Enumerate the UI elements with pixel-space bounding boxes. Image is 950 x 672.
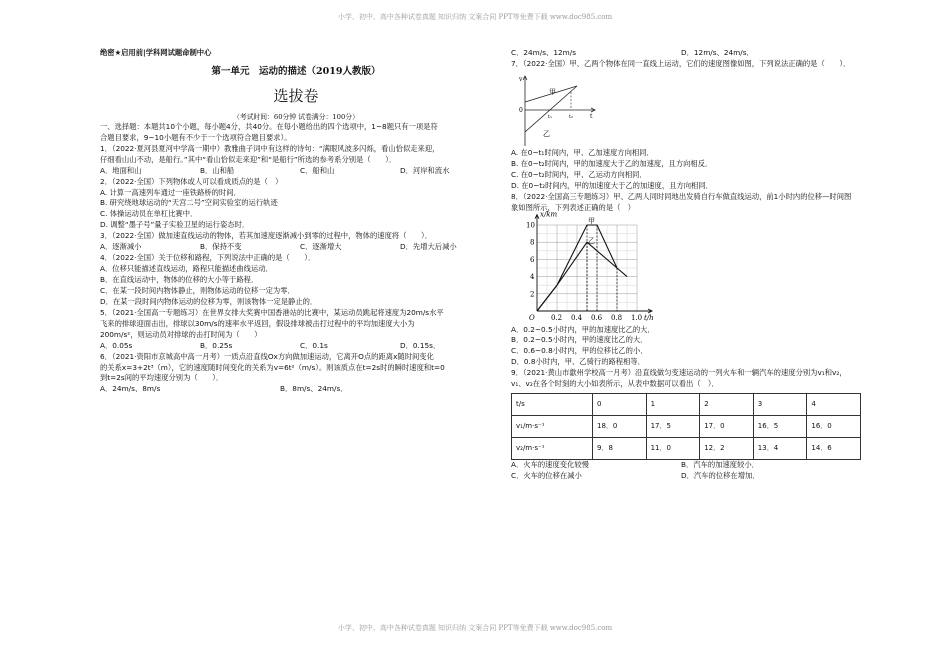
table-row: [512, 416, 861, 438]
option-row: [100, 341, 492, 352]
option-row: [511, 471, 863, 482]
option-d[interactable]: D. 在0~t₂时间内，甲的加速度大于乙的加速度，且方向相同．: [511, 180, 713, 190]
question-text: 5．（2021·全国高一专题练习）在世界女排大奖赛中国香港站的比赛中，某运动员跳起将速度为20m/s水平: [100, 307, 444, 317]
series-label-yi: 乙: [588, 236, 595, 245]
y-tick-label: 2: [530, 289, 535, 298]
option-d[interactable]: D．0.15s．: [400, 340, 441, 350]
option-a[interactable]: A．地面和山: [100, 165, 142, 175]
option-d[interactable]: D. 调整“墨子号”量子实验卫星的运行姿态时．: [100, 220, 250, 230]
option-d[interactable]: D．0.8小时内，甲、乙骑行的路程相等．: [511, 357, 645, 367]
option-row: [511, 460, 863, 471]
question-text: 6．（2021·资阳市京城高中高一月考）一质点沿直线Ox方向做加速运动，它离开O点的距离x随时间变化: [100, 351, 434, 361]
option-a[interactable]: A．24m/s、8m/s: [100, 384, 161, 394]
option-a[interactable]: A．0.2~0.5小时内，甲的加速度比乙的大．: [511, 324, 655, 334]
option-c[interactable]: C. 在0~t₂时间内，甲、乙运动方向相同．: [511, 169, 647, 179]
option-row: [100, 384, 492, 395]
table-cell: 1: [646, 394, 700, 416]
y-tick-label: 10: [526, 221, 535, 229]
table-row: [512, 438, 861, 460]
question-7: [511, 59, 863, 192]
table-cell: 9．8: [593, 438, 647, 460]
question-text: 9．（2021·黄山市歙州学校高一月考）沿直线做匀变速运动的一列火车和一辆汽车的速度分别为v₁和v₂，: [511, 368, 847, 378]
question-4: [100, 253, 492, 308]
question-text: 7．（2022·全国）甲、乙两个物体在同一直线上运动，它们的速度图像如图，下列说法正确的是（ ）．: [511, 58, 851, 68]
t1-label: t₁: [548, 113, 553, 120]
option-b[interactable]: B．保持不变: [200, 242, 242, 252]
option-c[interactable]: C. 体操运动员在单杠比赛中．: [100, 209, 198, 219]
origin-label: O: [529, 313, 535, 322]
y-tick-label: 6: [530, 255, 535, 264]
table-cell: 16．0: [807, 416, 861, 438]
exam-meta: （考试时间：60分钟 试卷满分：100分）: [233, 112, 359, 121]
left-column: [100, 48, 492, 395]
table-cell: 17．5: [646, 416, 700, 438]
x-axis-label: t/h: [644, 313, 654, 322]
option-a[interactable]: A. 在0~t₁时间内，甲、乙加速度方向相同．: [511, 147, 654, 157]
option-c[interactable]: C．在某一段时间内物体静止，则物体运动的位移一定为零．: [100, 285, 295, 295]
right-column: [511, 48, 863, 482]
table-cell: 3: [753, 394, 807, 416]
question-2: [100, 177, 492, 232]
table-cell: 16．5: [753, 416, 807, 438]
question-9: [511, 368, 863, 482]
table-cell: v₂/m·s⁻¹: [512, 438, 593, 460]
table-cell: 18．0: [593, 416, 647, 438]
question-text: 仔细看山山不动，是船行。”其中“看山恰似走来迎”和“是船行”所选的参考系分别是（ ）．: [100, 154, 397, 164]
option-a[interactable]: A．火车的速度变化较慢: [511, 460, 589, 470]
option-d[interactable]: D．在某一段时间内物体运动的位移为零，则该物体一定是静止的．: [100, 296, 318, 306]
x-tick-label: 0.4: [571, 313, 583, 322]
x-tick-label: 1.0: [631, 313, 643, 322]
option-d[interactable]: D．12m/s、24m/s．: [681, 48, 754, 57]
instruction-line: 合题目要求，9~10小题有不少于一个选项符合题目要求）。: [100, 132, 292, 142]
y-axis-label: x/km: [540, 210, 558, 219]
option-row: [100, 242, 492, 253]
t2-label: t₂: [569, 113, 574, 120]
option-a[interactable]: A．逐渐减小: [100, 242, 142, 252]
option-d[interactable]: D．先增大后减小: [400, 242, 457, 252]
displacement-time-chart: [511, 210, 671, 325]
question-text: 8．（2022·全国高三专题练习）甲、乙两人同时同地出发骑自行车做直线运动，前1小时内的位移—时间图: [511, 191, 852, 201]
option-c[interactable]: C．24m/s、12m/s: [511, 48, 576, 57]
option-a[interactable]: A．0.05s: [100, 340, 133, 350]
t-label: t: [590, 112, 593, 120]
table-cell: 11．0: [646, 438, 700, 460]
table-cell: 17．0: [700, 416, 754, 438]
option-b[interactable]: B．8m/s、24m/s．: [280, 384, 348, 394]
option-a[interactable]: A. 计算一高速列车通过一座铁路桥的时间．: [100, 187, 241, 197]
y-tick-label: 8: [530, 238, 535, 247]
question-text: 飞来的排球迎面击出，排球以30m/s的速率水平返回，假设排球被击打过程中的平均加速度大小为: [100, 318, 415, 328]
v-label: v: [519, 75, 523, 83]
option-b[interactable]: B．山和船: [200, 165, 235, 175]
option-b[interactable]: B．在直线运动中，物体的位移的大小等于路程．: [100, 275, 259, 284]
jia-label: 甲: [549, 87, 556, 96]
option-b[interactable]: B. 研究绕地球运动的“天宫二号”空间实验室的运行轨迹: [100, 198, 278, 208]
option-b[interactable]: B．0.25s: [200, 340, 233, 350]
table-cell: 4: [807, 394, 861, 416]
table-cell: 2: [700, 394, 754, 416]
option-c[interactable]: C．船和山: [300, 165, 335, 175]
watermark-top: 小学、初中、高中各种试卷真题 知识归纳 文案合同 PPT等免费下载 www.doc985.com: [337, 13, 613, 21]
question-text: v₁、v₂在各个时刻的大小如表所示，从表中数据可以看出（ ）．: [511, 379, 719, 389]
option-d[interactable]: D．汽车的位移在增加．: [681, 471, 760, 481]
question-text: 4．（2022·全国）关于位移和路程，下列说法中正确的是（ ）．: [100, 253, 316, 263]
option-a[interactable]: A．位移只能描述直线运动，路程只能描述曲线运动．: [100, 264, 273, 274]
table-cell: 0: [593, 394, 647, 416]
question-3: [100, 231, 492, 253]
page-subtitle: 选拔卷: [273, 87, 319, 106]
table-cell: 12．2: [700, 438, 754, 460]
instruction-line: 一、选择题：本题共10个小题，每小题4分，共40分。在每小题给出的四个选项中，1~8题只有一项是符: [100, 121, 438, 131]
question-text: 2．（2022·全国）下列物体或人可以看成质点的是（ ）: [100, 176, 283, 186]
table-row: [512, 394, 861, 416]
x-tick-label: 0.8: [611, 313, 623, 322]
velocity-table: [511, 393, 861, 460]
question-text: 象如图所示，下列表述正确的是（ ）: [511, 202, 636, 212]
question-8: [511, 192, 863, 369]
table-cell: t/s: [512, 394, 593, 416]
x-tick-label: 0.6: [591, 313, 603, 322]
yi-label: 乙: [543, 129, 550, 138]
option-c[interactable]: C．火车的位移在减小: [511, 471, 582, 481]
question-text: 1．（2022·夏河县夏河中学高一期中）教雅曲子词中有这样的诗句：“满眼风波多闪烁，看山恰似走来迎，: [100, 143, 440, 153]
table-cell: 14．6: [807, 438, 861, 460]
option-d[interactable]: D．河岸和流水: [400, 165, 450, 175]
question-6: [100, 352, 492, 396]
question-1: [100, 144, 492, 177]
option-c[interactable]: C．逐渐增大: [300, 242, 342, 252]
option-c[interactable]: C．0.1s: [300, 340, 328, 350]
x-tick-label: 0.2: [551, 313, 563, 322]
question-text: 3．（2022·全国）做加速直线运动的物体，若其加速度逐渐减小到零的过程中，物体的速度将（ ）．: [100, 231, 432, 241]
option-b[interactable]: B．汽车的加速度较小．: [681, 460, 759, 470]
question-5: [100, 308, 492, 352]
question-text: 200m/s²，则运动员对排球的击打时间为（ ）: [100, 329, 262, 339]
origin-label: 0: [519, 106, 523, 114]
question-text: 的关系x=3+2t³（m），它的速度随时间变化的关系为v=6t²（m/s）。则该质点在t=2s时的瞬时速度和t=0: [100, 362, 445, 372]
page-title: 第一单元 运动的描述（2019人教版）: [211, 65, 381, 77]
watermark-bottom: 小学、初中、高中各种试卷真题 知识归纳 文案合同 PPT等免费下载 www.doc985.com: [337, 624, 613, 632]
question-text: 到t=2s间的平均速度分别为（ ）．: [100, 373, 224, 383]
table-cell: v₁/m·s⁻¹: [512, 416, 593, 438]
secret-header: 绝密★启用前|学科网试题命制中心: [100, 48, 212, 57]
series-label-jia: 甲: [588, 216, 595, 225]
option-row: [511, 48, 863, 59]
velocity-time-graph: [519, 72, 599, 146]
option-b[interactable]: B. 在0~t₂时间内，甲的加速度大于乙的加速度，且方向相反．: [511, 158, 713, 168]
option-b[interactable]: B．0.2~0.5小时内，甲的速度比乙的大．: [511, 335, 648, 345]
option-row: [100, 166, 492, 177]
y-tick-label: 4: [530, 272, 535, 281]
option-c[interactable]: C．0.6~0.8小时内，甲的位移比乙的小．: [511, 346, 648, 356]
table-cell: 13．4: [753, 438, 807, 460]
